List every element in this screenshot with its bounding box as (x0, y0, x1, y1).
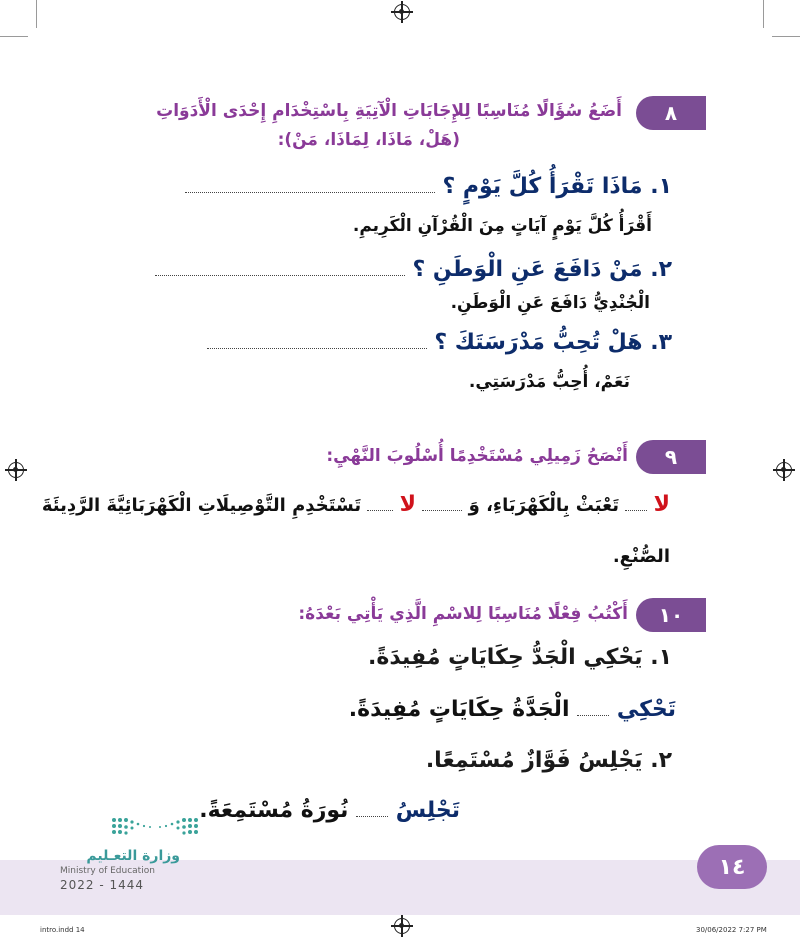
crop-mark (772, 36, 800, 37)
q8-item-2-number: ٢. (650, 257, 672, 282)
crop-mark (763, 0, 764, 28)
question-9-number: ٩ (664, 445, 678, 469)
question-10-number: ١٠ (658, 603, 684, 627)
q9-text-1: تَعْبَثْ بِالْكَهْرَبَاءِ، وَ (468, 495, 620, 516)
q10-item-2-sentence (426, 748, 672, 773)
slug-date: 30/06/2022 7:27 PM (696, 926, 767, 934)
q10-item-2-answer (199, 798, 460, 823)
q9-no-word-1[interactable]: لا (653, 492, 670, 517)
q8-item-1-question[interactable]: مَاذَا تَقْرَأُ كُلَّ يَوْمٍ ؟ (442, 174, 643, 199)
question-9-badge (636, 440, 706, 474)
question-8-title-line1: أَضَعُ سُؤَالًا مُنَاسِبًا لِلإِجَابَاتِ الْآتِيَةِ بِاسْتِخْدَامِ إِحْدَى الْأَدَوَاتِ (156, 101, 622, 121)
registration-mark-icon (394, 918, 410, 934)
q8-item-2 (155, 257, 672, 282)
q8-item-3-dotline (207, 347, 427, 349)
question-8-number: ٨ (664, 101, 678, 125)
q10-item-1-rest: الْجَدَّةُ حِكَايَاتٍ مُفِيدَةً. (348, 697, 570, 722)
q10-item-1-answer (349, 697, 676, 722)
ministry-name-english: Ministry of Education (60, 866, 155, 876)
ministry-name-arabic: وزارة التعـليم (86, 848, 180, 864)
q10-item-2-number: ٢. (650, 748, 672, 773)
slug-file: intro.indd 14 (40, 926, 85, 934)
q10-item-1-text: يَحْكِي الْجَدُّ حِكَايَاتٍ مُفِيدَةً. (367, 645, 643, 670)
q9-line-1 (42, 492, 670, 517)
q10-dotline (577, 714, 609, 716)
page-number: ١٤ (697, 845, 767, 889)
crop-mark (0, 36, 28, 37)
registration-mark-icon (8, 462, 24, 478)
q8-item-3-question[interactable]: هَلْ تُحِبُّ مَدْرَسَتَكَ ؟ (434, 330, 643, 355)
q9-text-2: تَسْتَخْدِمِ التَّوْصِيلَاتِ الْكَهْرَبَائِيَّةَ الرَّدِيئَةَ (41, 495, 362, 516)
q10-dotline (356, 815, 388, 817)
q10-item-1-number: ١. (650, 645, 672, 670)
q10-item-1-sentence (368, 645, 672, 670)
question-10-title: أَكْتُبُ فِعْلًا مُنَاسِبًا لِلاسْمِ الَّذِي يَأْتِي بَعْدَهُ: (298, 604, 628, 624)
q8-item-3 (207, 330, 672, 355)
q8-item-2-answer: الْجُنْدِيُّ دَافَعَ عَنِ الْوَطَنِ. (450, 293, 650, 313)
q8-item-2-question[interactable]: مَنْ دَافَعَ عَنِ الْوَطَنِ ؟ (412, 257, 643, 282)
question-10-badge (636, 598, 706, 632)
q10-item-2-verb[interactable]: تَجْلِسُ (395, 798, 460, 823)
q10-item-1-verb[interactable]: تَحْكِي (616, 697, 676, 722)
registration-mark-icon (776, 462, 792, 478)
q8-item-1-dotline (185, 191, 435, 193)
q8-item-1 (185, 174, 672, 199)
q10-item-2-text: يَجْلِسُ فَوَّازٌ مُسْتَمِعًا. (425, 748, 643, 773)
q9-dotline (625, 509, 647, 511)
question-8-badge (636, 96, 706, 130)
q9-no-word-2[interactable]: لا (399, 492, 417, 517)
registration-mark-icon (394, 4, 410, 20)
q9-dotline (367, 509, 393, 511)
q8-item-2-dotline (155, 274, 405, 276)
q9-dotline (422, 509, 462, 511)
question-8-title-line2: (هَلْ، مَاذَا، لِمَاذَا، مَنْ): (277, 130, 460, 150)
edition-year: 2022 - 1444 (60, 878, 145, 892)
ministry-logo-icon (110, 812, 200, 840)
q8-item-3-number: ٣. (650, 330, 672, 355)
question-9-title: أَنْصَحُ زَمِيلِي مُسْتَخْدِمًا أُسْلُوبَ النَّهْيِ: (326, 446, 628, 466)
q8-item-3-answer: نَعَمْ، أُحِبُّ مَدْرَسَتِي. (468, 372, 630, 392)
q10-item-2-rest: نُورَةُ مُسْتَمِعَةً. (199, 798, 349, 823)
crop-mark (36, 0, 37, 28)
q8-item-1-answer: أَقْرَأُ كُلَّ يَوْمٍ آيَاتٍ مِنَ الْقُرْآنِ الْكَرِيمِ. (352, 216, 652, 236)
q8-item-1-number: ١. (650, 174, 672, 199)
q9-line-2: الصُّنْعِ. (612, 546, 670, 567)
